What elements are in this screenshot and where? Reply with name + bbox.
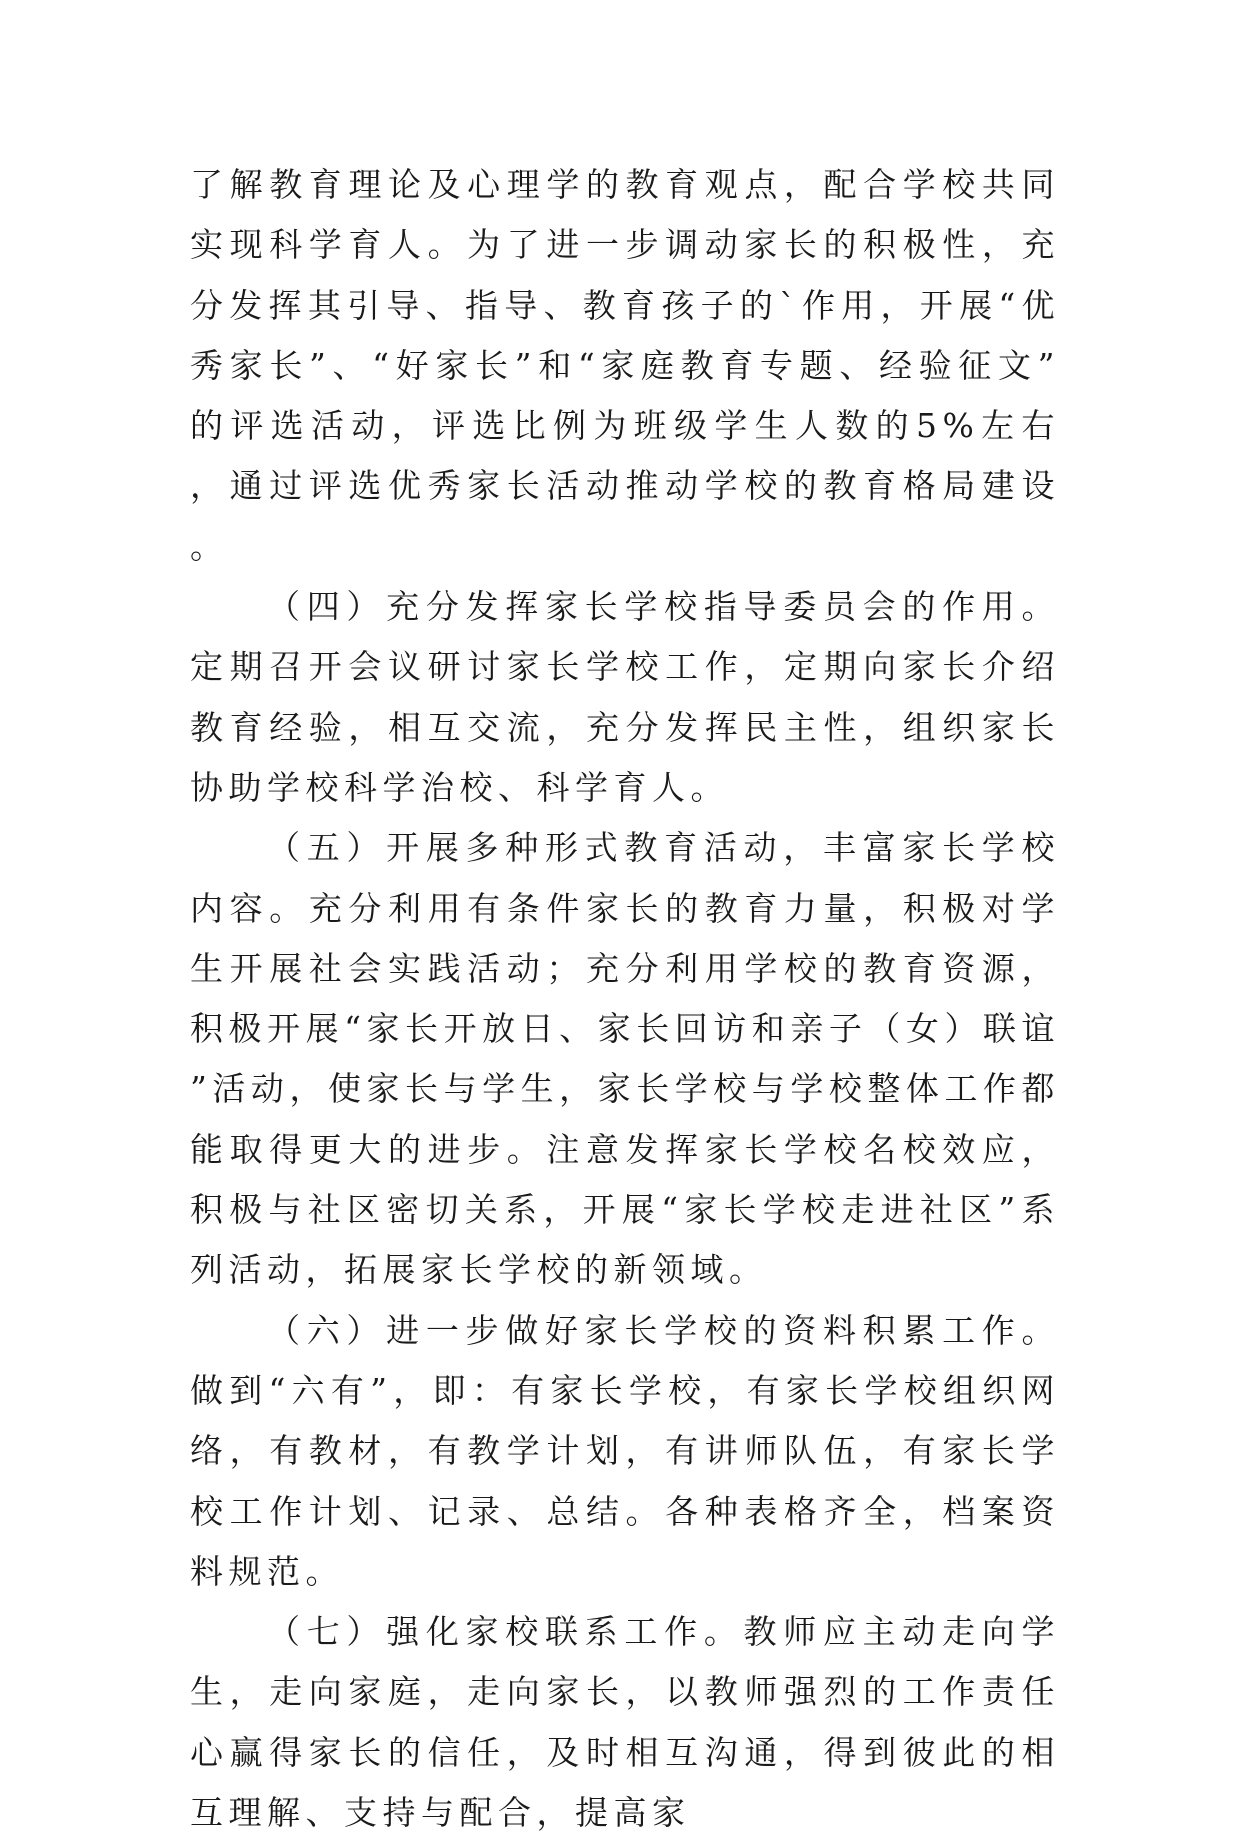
paragraph-section-six: （六）进一步做好家长学校的资料积累工作。做到“六有”，即：有家长学校，有家长学校组织网络，有教材，有教学计划，有讲师队伍，有家长学校工作计划、记录、总结。各种表格齐全，档案资料规范。	[190, 1310, 1060, 1591]
paragraph-section-four: （四）充分发挥家长学校指导委员会的作用。定期召开会议研讨家长学校工作，定期向家长介绍教育经验，相互交流，充分发挥民主性，组织家长协助学校科学治校、科学育人。	[190, 587, 1060, 807]
paragraph-section-seven: （七）强化家校联系工作。教师应主动走向学生，走向家庭，走向家长，以教师强烈的工作责任心赢得家长的信任，及时相互沟通，得到彼此的相互理解、支持与配合，提高家	[190, 1612, 1060, 1833]
paragraph-continuation: 了解教育理论及心理学的教育观点，配合学校共同实现科学育人。为了进一步调动家长的积极性，充分发挥其引导、指导、教育孩子的`作用，开展“优秀家长”、“好家长”和“家庭教育专题、经验征文”的评选活动，评选比例为班级学生人数的5%左右，通过评选优秀家长活动推动学校的教育格局建设。	[190, 165, 1060, 566]
document-body	[190, 155, 1060, 1843]
paragraph-section-five: （五）开展多种形式教育活动，丰富家长学校内容。充分利用有条件家长的教育力量，积极对学生开展社会实践活动；充分利用学校的教育资源，积极开展“家长开放日、家长回访和亲子（女）联谊”活动，使家长与学生，家长学校与学校整体工作都能取得更大的进步。注意发挥家长学校名校效应，积极与社区密切关系，开展“家长学校走进社区”系列活动，拓展家长学校的新领域。	[190, 828, 1060, 1290]
